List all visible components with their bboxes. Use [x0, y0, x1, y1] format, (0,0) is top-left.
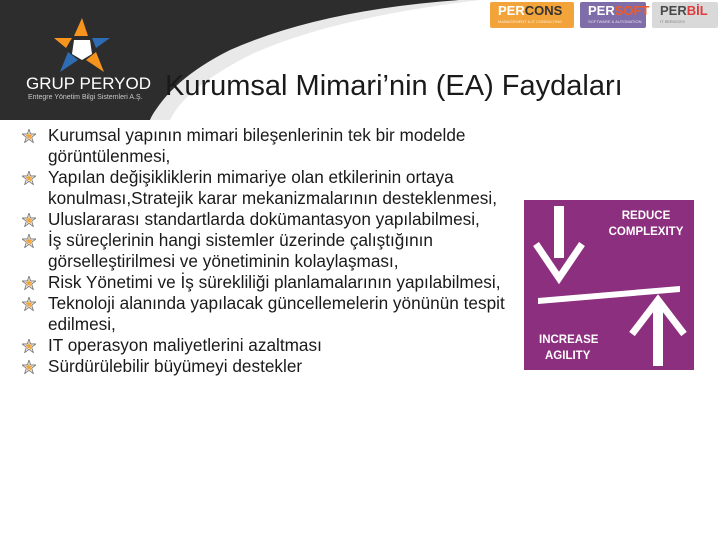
star-bullet-icon [22, 171, 36, 185]
reduce-complexity-graphic [524, 200, 694, 370]
complexity-agility-diagram [524, 200, 694, 370]
brand-perbil [652, 2, 718, 28]
increase-label: INCREASE [539, 334, 599, 346]
list-item [22, 335, 522, 356]
star-bullet-icon [22, 297, 36, 311]
complexity-label: COMPLEXITY [608, 226, 684, 238]
brand-persoft-prefix: PER [588, 3, 615, 18]
star-bullet-icon [22, 129, 36, 143]
bullet-text: Uluslararası standartlarda dokümantasyon yapılabilmesi, [48, 209, 480, 229]
list-item [22, 356, 522, 377]
brand-perbil-suffix: BİL [686, 3, 708, 18]
brand-percons-tagline: MANAGEMENT & IT CONSULTING [498, 19, 563, 24]
company-logo [10, 10, 150, 100]
reduce-label: REDUCE [621, 210, 671, 222]
bullet-text: Yapılan değişikliklerin mimariye olan etkilerinin ortaya konulması,Stratejik karar mekanizmalarının desteklenmesi, [48, 167, 497, 208]
bullet-text: Kurumsal yapının mimari bileşenlerinin tek bir modelde görüntülenmesi, [48, 125, 466, 166]
logo-text: GRUP PERYOD [26, 74, 152, 93]
bullet-text: IT operasyon maliyetlerini azaltması [48, 335, 322, 355]
star-bullet-icon [22, 234, 36, 248]
brand-percons [490, 2, 574, 28]
list-item [22, 293, 522, 335]
star-bullet-icon [22, 360, 36, 374]
brand-percons-suffix: CONS [524, 3, 563, 18]
star-bullet-icon [22, 276, 36, 290]
slide-title: Kurumsal Mimari’nin (EA) Faydaları [165, 70, 623, 102]
brand-persoft-suffix: SOFT [614, 3, 650, 18]
list-item [22, 209, 522, 230]
agility-label: AGILITY [545, 350, 591, 362]
logo-subtitle: Entegre Yönetim Bilgi Sistemleri A.Ş. [28, 94, 143, 101]
star-logo-icon [52, 16, 112, 76]
star-bullet-icon [22, 339, 36, 353]
brand-perbil-prefix: PER [660, 3, 687, 18]
list-item [22, 167, 522, 209]
brand-persoft [580, 2, 650, 28]
benefit-list [22, 125, 522, 377]
list-item [22, 125, 522, 167]
brand-percons-prefix: PER [498, 3, 525, 18]
bullet-text: Teknoloji alanında yapılacak güncellemelerin yönünün tespit edilmesi, [48, 293, 505, 334]
bullet-text: Risk Yönetimi ve İş sürekliliği planlamalarının yapılabilmesi, [48, 272, 501, 292]
list-item [22, 230, 522, 272]
bullet-text: İş süreçlerinin hangi sistemler üzerinde çalıştığının görselleştirilmesi ve yönetiminin kolaylaşması, [48, 230, 433, 271]
star-bullet-icon [22, 213, 36, 227]
brand-persoft-tagline: SOFTWARE & AUTOMATION [588, 19, 642, 24]
brand-perbil-tagline: IT SERVICES [660, 19, 685, 24]
list-item [22, 272, 522, 293]
bullet-text: Sürdürülebilir büyümeyi destekler [48, 356, 303, 376]
